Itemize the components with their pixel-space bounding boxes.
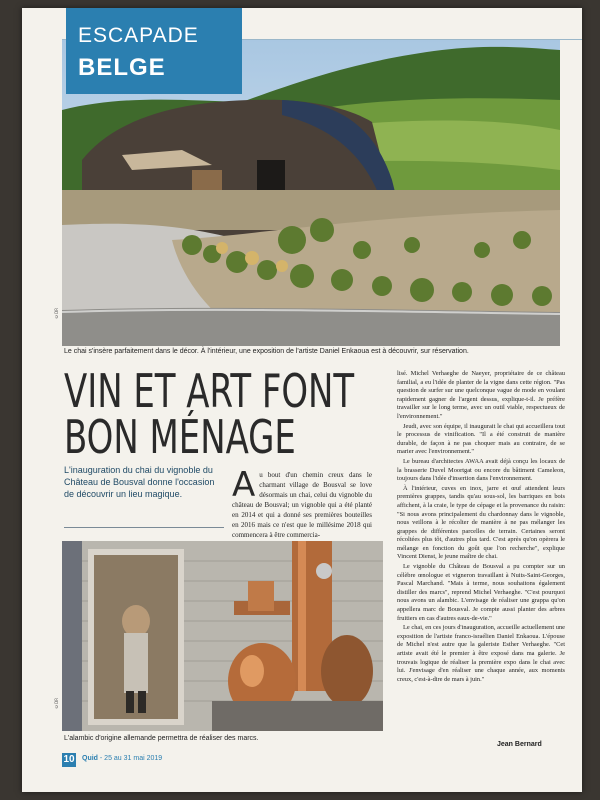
column-1-text: u bout d'un chemin creux dans le charmant village de Bousval se love désormais un chai, celui du vignoble du château de Bousval; un vignoble qui a été planté en 2014 et qui a donné ses premières bouteilles en 2016 mais ce n'est que le millésime 2018 qui commencera à être commercia-	[232, 471, 372, 539]
title-line-1: VIN ET ART FONT	[64, 364, 355, 418]
article-column-2	[397, 370, 565, 685]
author-byline: Jean Bernard	[497, 741, 542, 748]
section-label-line2: BELGE	[78, 54, 166, 81]
paragraph: Le chai, en ces jours d'inauguration, accueille actuellement une exposition de l'artiste franco-israélien Daniel Enkaoua. L'épouse de Michel n'est autre que la galeriste Esther Verhaeghe. "Cet artiste avait été le premier à être exposé dans ma galerie. Je trouvais logique de réaliser la première expo dans le chai avec lui. J'envisage d'en réaliser une chaque année, aux moments creux, c'est-à-dire de mars à juin."	[397, 624, 565, 683]
article-lead: L'inauguration du chai du vignoble du Château de Bousval donne l'occasion de découvrir un lieu magique.	[64, 465, 215, 499]
top-photo-caption: Le chai s'insère parfaitement dans le décor. À l'intérieur, une exposition de l'artiste Daniel Enkaoua est à découvrir, sur réservation.	[64, 348, 469, 355]
publication-dates: - 25 au 31 mai 2019	[97, 755, 163, 762]
photo-credit-bottom: ©DR	[54, 698, 59, 709]
footer-publication	[82, 755, 162, 762]
title-line-2: BON MÉNAGE	[64, 410, 296, 464]
article-title	[64, 364, 355, 464]
photo-credit-top: ©DR	[54, 308, 59, 319]
publication-name: Quid	[82, 755, 98, 762]
dropcap: A	[232, 465, 256, 505]
magazine-page	[22, 8, 582, 792]
paragraph: Le bureau d'architectes AWAA avait déjà conçu les locaux de la brasserie Duvel Moortgat ou encore du bâtiment Cameleon, toujours dans l'idée d'insertion dans l'environnement.	[397, 457, 565, 483]
paragraph: Le vignoble du Château de Bousval a pu compter sur un célèbre œnologue et vigneron travaillant à Nuits-Saint-Georges, Pascal Marchand. "Mais à terme, nous souhaitons également distiller des marcs", reprend Michel Verhaeghe. "C'est pourquoi nous avons un alambic. L'envisage de réaliser une grappa qu'on appellera marc de Bousval. Je compte aussi planter des arbres fruitiers en cas d'autres eaux-de-vie."	[397, 563, 565, 622]
paragraph: À l'intérieur, cuves en inox, jarre et œuf attendent leurs premières grappes, tandis qu'au sous-sol, les barriques en bois affichent, à la craie, le type de cépage et la provenance du raisin: "Si nous avons principalement du chardonnay dans le vignoble, nous veillons à le récolter de manière à ne pas mélanger les grappes de différentes parcelles de terrain. Certaines seront récoltées plus tôt, d'autres plus tard. C'est après qu'on opèrera le mélange en fonction du goût que l'on recherche", explique Vincent Dienst, le jeune maître de chai.	[397, 484, 565, 561]
paragraph: Jeudi, avec son équipe, il inaugurait le chai qui accueillera tout le processus de vinification. "Il a été construit de manière durable, de façon à ne pas choquer mais au contraire, de se marier avec l'environnement."	[397, 422, 565, 456]
paragraph: lisé. Michel Verhaeghe de Naeyer, propriétaire de ce château familial, a eu l'idée de planter de la vigne dans cette région. "Pas question de surfer sur une quelconque vague de mode en voulant rapidement gagner de l'argent dessus, explique-t-il. Je préfère travailler sur le long terme, avec un outil viable, respectueux de l'environnement."	[397, 370, 565, 420]
section-label-line1: ESCAPADE	[78, 24, 199, 47]
lead-divider	[64, 527, 224, 528]
page-number: 10	[63, 754, 75, 765]
section-banner	[66, 8, 242, 94]
bottom-photo-caption: L'alambic d'origine allemande permettra de réaliser des marcs.	[64, 735, 259, 742]
article-column-1	[232, 465, 372, 540]
alembic-photo	[62, 541, 383, 731]
